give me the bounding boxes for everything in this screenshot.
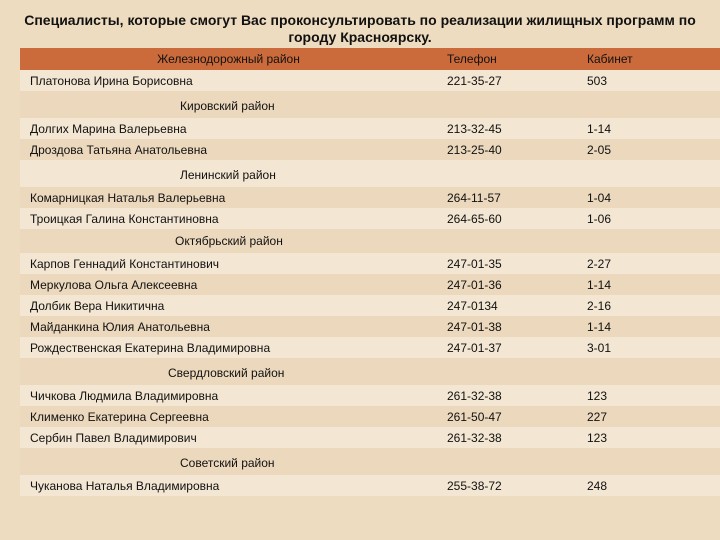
phone-cell: 213-32-45 bbox=[437, 118, 577, 139]
phone-cell: 255-38-72 bbox=[437, 475, 577, 496]
name-cell: Комарницкая Наталья Валерьевна bbox=[20, 187, 437, 208]
name-cell: Рождественская Екатерина Владимировна bbox=[20, 337, 437, 358]
room-cell: 2-27 bbox=[577, 253, 720, 274]
name-cell: Чуканова Наталья Владимировна bbox=[20, 475, 437, 496]
phone-cell: 221-35-27 bbox=[437, 70, 577, 91]
district-row bbox=[20, 229, 720, 253]
phone-cell: 264-65-60 bbox=[437, 208, 577, 229]
header-district: Железнодорожный район bbox=[20, 48, 437, 70]
district-row bbox=[20, 451, 720, 475]
room-cell: 503 bbox=[577, 70, 720, 91]
district-row bbox=[20, 94, 720, 118]
room-cell: 3-01 bbox=[577, 337, 720, 358]
header-room: Кабинет bbox=[577, 48, 720, 70]
room-cell: 2-05 bbox=[577, 139, 720, 160]
table-row bbox=[20, 295, 720, 316]
phone-cell: 213-25-40 bbox=[437, 139, 577, 160]
room-cell: 1-06 bbox=[577, 208, 720, 229]
name-cell: Клименко Екатерина Сергеевна bbox=[20, 406, 437, 427]
phone-cell: 247-0134 bbox=[437, 295, 577, 316]
district-label: Советский район bbox=[20, 451, 437, 475]
table-row bbox=[20, 187, 720, 208]
name-cell: Платонова Ирина Борисовна bbox=[20, 70, 437, 91]
phone-cell: 261-50-47 bbox=[437, 406, 577, 427]
name-cell: Дроздова Татьяна Анатольевна bbox=[20, 139, 437, 160]
name-cell: Майданкина Юлия Анатольевна bbox=[20, 316, 437, 337]
name-cell: Троицкая Галина Константиновна bbox=[20, 208, 437, 229]
phone-cell: 261-32-38 bbox=[437, 385, 577, 406]
phone-cell: 247-01-37 bbox=[437, 337, 577, 358]
header-phone: Телефон bbox=[437, 48, 577, 70]
name-cell: Меркулова Ольга Алексеевна bbox=[20, 274, 437, 295]
table-body bbox=[20, 48, 720, 496]
name-cell: Долбик Вера Никитична bbox=[20, 295, 437, 316]
room-cell: 1-14 bbox=[577, 274, 720, 295]
district-row bbox=[20, 361, 720, 385]
name-cell: Карпов Геннадий Константинович bbox=[20, 253, 437, 274]
table-header-row bbox=[20, 48, 720, 70]
table-row bbox=[20, 253, 720, 274]
table-row bbox=[20, 475, 720, 496]
district-label: Октябрьский район bbox=[20, 229, 437, 253]
room-cell: 123 bbox=[577, 385, 720, 406]
table-row bbox=[20, 118, 720, 139]
room-cell: 227 bbox=[577, 406, 720, 427]
district-label: Ленинский район bbox=[20, 163, 437, 187]
table-row bbox=[20, 274, 720, 295]
room-cell: 1-14 bbox=[577, 118, 720, 139]
room-cell: 123 bbox=[577, 427, 720, 448]
district-label: Свердловский район bbox=[20, 361, 437, 385]
district-row bbox=[20, 163, 720, 187]
room-cell: 2-16 bbox=[577, 295, 720, 316]
page-title: Специалисты, которые смогут Вас проконсультировать по реализации жилищных программ по городу Красноярску. bbox=[24, 12, 696, 45]
room-cell: 248 bbox=[577, 475, 720, 496]
table-row bbox=[20, 406, 720, 427]
name-cell: Сербин Павел Владимирович bbox=[20, 427, 437, 448]
name-cell: Долгих Марина Валерьевна bbox=[20, 118, 437, 139]
room-cell: 1-04 bbox=[577, 187, 720, 208]
district-label: Кировский район bbox=[20, 94, 437, 118]
table-row bbox=[20, 316, 720, 337]
table-row bbox=[20, 208, 720, 229]
table-row bbox=[20, 70, 720, 91]
phone-cell: 261-32-38 bbox=[437, 427, 577, 448]
table-row bbox=[20, 427, 720, 448]
specialists-table bbox=[20, 48, 720, 496]
room-cell: 1-14 bbox=[577, 316, 720, 337]
table-row bbox=[20, 139, 720, 160]
table-row bbox=[20, 385, 720, 406]
name-cell: Чичкова Людмила Владимировна bbox=[20, 385, 437, 406]
phone-cell: 264-11-57 bbox=[437, 187, 577, 208]
phone-cell: 247-01-35 bbox=[437, 253, 577, 274]
phone-cell: 247-01-36 bbox=[437, 274, 577, 295]
phone-cell: 247-01-38 bbox=[437, 316, 577, 337]
table-row bbox=[20, 337, 720, 358]
